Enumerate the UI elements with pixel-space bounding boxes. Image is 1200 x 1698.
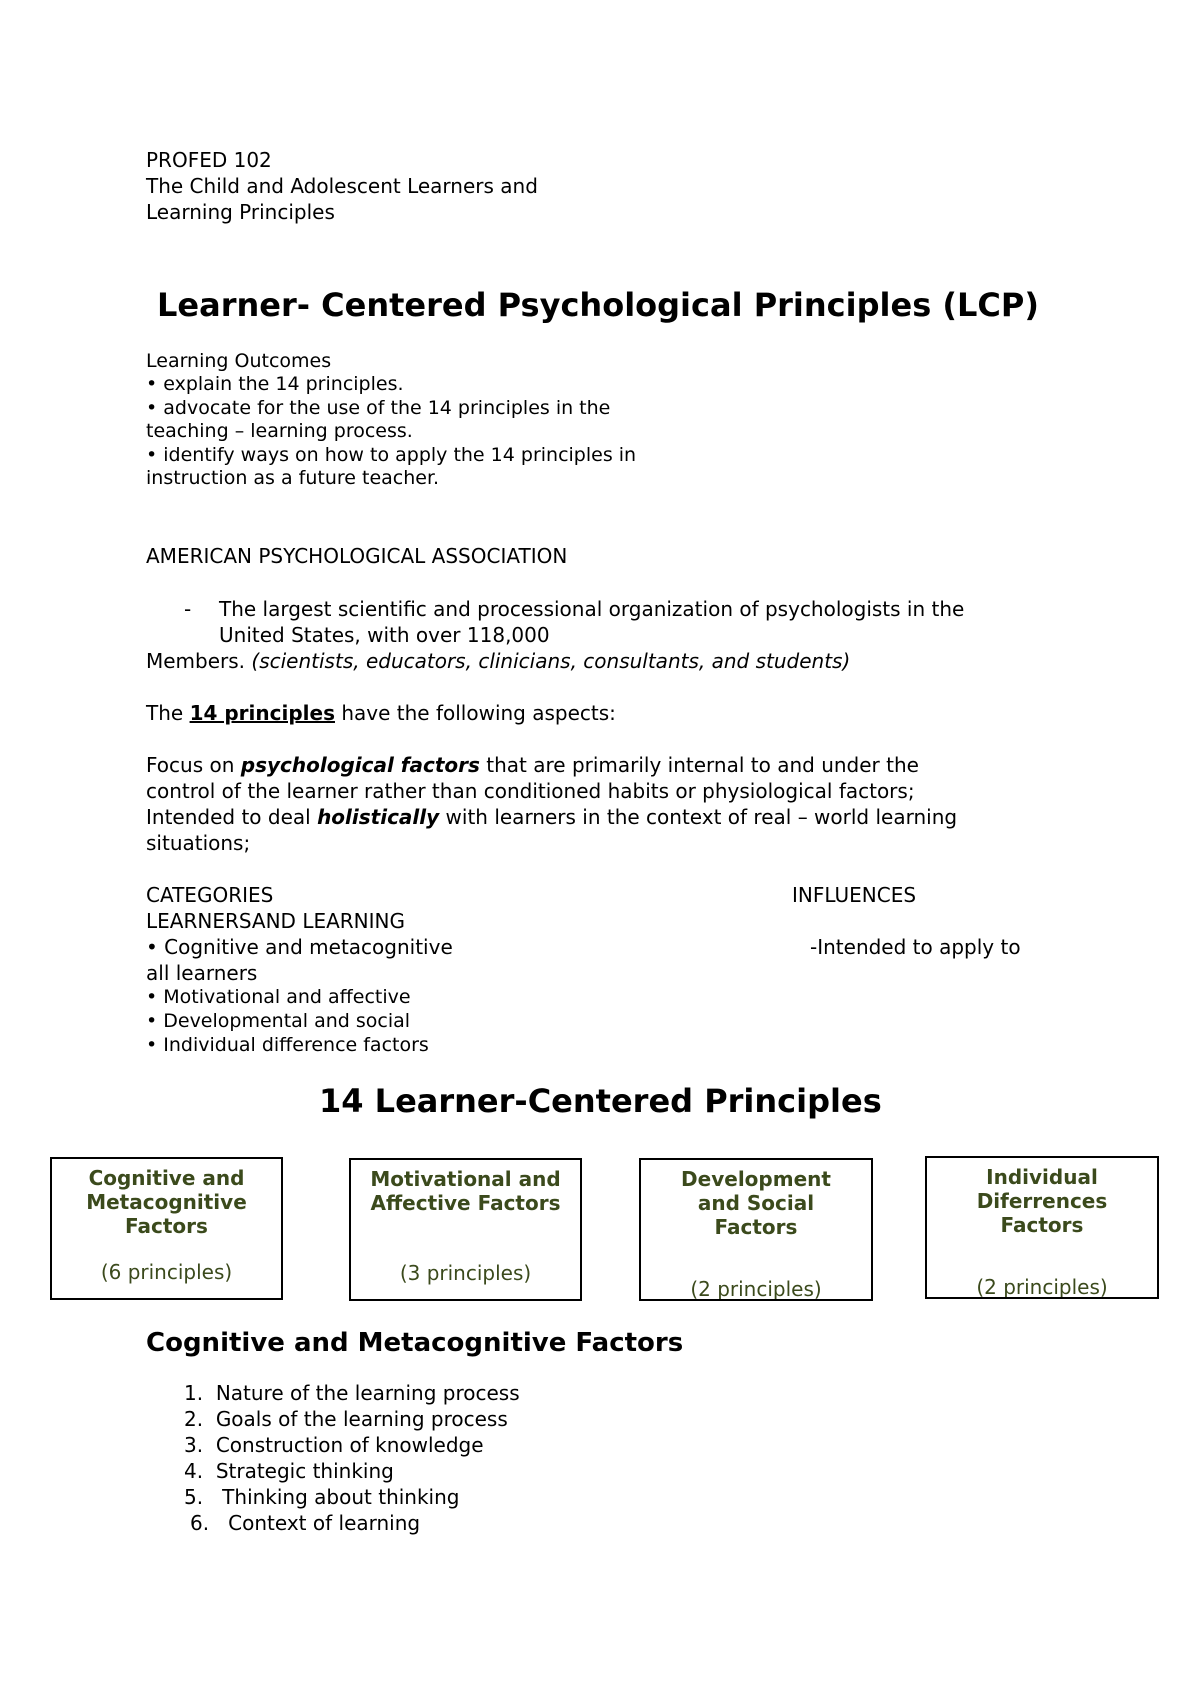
course-title-line2: Learning Principles	[146, 200, 335, 224]
outcome-line-2: • advocate for the use of the 14 principles in the	[146, 397, 611, 419]
learners-and-learning: LEARNERSAND LEARNING	[146, 909, 405, 933]
list-text: Goals of the learning process	[215, 1407, 508, 1431]
course-code: PROFED 102	[146, 148, 272, 172]
apa-heading: AMERICAN PSYCHOLOGICAL ASSOCIATION	[146, 544, 568, 568]
category-item-3: • Developmental and social	[146, 1010, 411, 1032]
outcome-line-1: • explain the 14 principles.	[146, 373, 404, 395]
list-text: Thinking about thinking	[222, 1485, 460, 1509]
list-number: 3.	[184, 1433, 204, 1457]
apa-members-line	[146, 648, 850, 674]
focus-line-2: control of the learner rather than conditioned habits or physiological factors;	[146, 779, 915, 803]
outcome-line-3: teaching – learning process.	[146, 420, 413, 442]
focus-l3-b: holistically	[317, 805, 440, 829]
learning-outcomes-heading: Learning Outcomes	[146, 350, 332, 372]
category-item-1: • Cognitive and metacognitive	[146, 935, 453, 959]
outcome-line-5: instruction as a future teacher.	[146, 467, 440, 489]
focus-line-1	[146, 752, 919, 778]
focus-l3-c: with learners in the context of real – world learning	[445, 805, 958, 829]
categories-heading: CATEGORIES	[146, 883, 274, 907]
list-item	[184, 1380, 520, 1406]
category-item-2: • Motivational and affective	[146, 986, 411, 1008]
apa-dash: -	[184, 597, 192, 621]
list-item	[184, 1458, 394, 1484]
focus-l1-b: psychological factors	[240, 753, 480, 777]
factor-box-cognitive	[50, 1157, 283, 1300]
focus-l3-a: Intended to deal	[146, 805, 311, 829]
list-text: Construction of knowledge	[215, 1433, 484, 1457]
list-number: 2.	[184, 1407, 204, 1431]
factor-box-count: (6 principles)	[100, 1260, 233, 1284]
factor-box-count: (2 principles)	[976, 1275, 1108, 1299]
outcome-line-4: • identify ways on how to apply the 14 principles in	[146, 444, 637, 466]
apa-line-2: United States, with over 118,000	[219, 623, 550, 647]
factor-box-title: Motivational and Affective Factors	[370, 1167, 561, 1215]
list-number: 5.	[184, 1485, 204, 1509]
intro-after: have the following aspects:	[341, 701, 616, 725]
intro-emphasis: 14 principles	[189, 701, 335, 725]
list-item	[190, 1510, 420, 1536]
apa-line-1: The largest scientific and processional organization of psychologists in the	[219, 597, 965, 621]
list-text: Nature of the learning process	[215, 1381, 520, 1405]
factor-box-title: Cognitive and Metacognitive Factors	[86, 1166, 247, 1238]
list-number: 4.	[184, 1459, 204, 1483]
focus-line-4: situations;	[146, 831, 251, 855]
section-title: 14 Learner-Centered Principles	[319, 1082, 882, 1120]
influence-apply: -Intended to apply to	[810, 935, 1021, 959]
list-text: Context of learning	[228, 1511, 421, 1535]
course-title-line1: The Child and Adolescent Learners and	[146, 174, 538, 198]
factor-box-development	[639, 1158, 873, 1301]
factor-box-individual	[925, 1156, 1159, 1299]
members-word: Members.	[146, 649, 246, 673]
factor-box-title: Development and Social Factors	[681, 1167, 831, 1239]
influences-heading: INFLUENCES	[792, 883, 917, 907]
influence-all-learners: all learners	[146, 961, 258, 985]
intro-before: The	[146, 701, 184, 725]
principles-intro	[146, 700, 616, 726]
list-item	[184, 1484, 460, 1510]
factor-box-title: Individual Diferrences Factors	[976, 1165, 1108, 1237]
focus-l1-a: Focus on	[146, 753, 235, 777]
list-text: Strategic thinking	[215, 1459, 394, 1483]
list-number: 1.	[184, 1381, 204, 1405]
cognitive-section-title: Cognitive and Metacognitive Factors	[146, 1328, 684, 1358]
factor-box-count: (3 principles)	[399, 1261, 532, 1285]
members-list: (scientists, educators, clinicians, consultants, and students)	[251, 649, 851, 673]
list-number: 6.	[190, 1511, 210, 1535]
factor-box-motivational	[349, 1158, 582, 1301]
focus-l1-c: that are primarily internal to and under the	[486, 753, 919, 777]
list-item	[184, 1406, 508, 1432]
main-title: Learner- Centered Psychological Principles (LCP)	[157, 286, 1039, 324]
list-item	[184, 1432, 484, 1458]
focus-line-3	[146, 804, 957, 830]
factor-box-count: (2 principles)	[690, 1277, 822, 1301]
category-item-4: • Individual difference factors	[146, 1034, 429, 1056]
